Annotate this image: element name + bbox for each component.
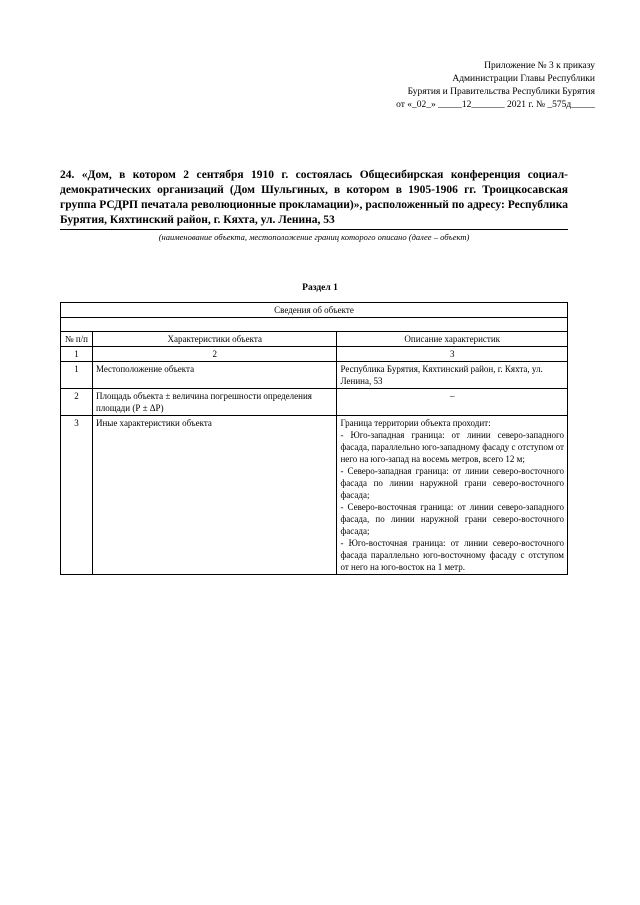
boundary-item: - Юго-западная граница: от линии северо-западного фасада, параллельно юго-западному фасаду с отступом от него на юго-запад на восемь метров, всего 12 м; xyxy=(340,430,564,464)
column-number: 2 xyxy=(92,347,337,362)
row-characteristic: Площадь объекта ± величина погрешности определения площади (Р ± ΔР) xyxy=(92,389,337,416)
header-line: Бурятия и Правительства Республики Бурятия xyxy=(407,87,595,97)
object-caption: (наименование объекта, местоположение границ которого описано (далее – объект) xyxy=(158,232,470,242)
boundary-item: - Юго-восточная граница: от линии северо-восточного фасада параллельно юго-восточному фасаду с отступом от него на юго-восток на 1 метр. xyxy=(340,538,564,572)
row-number: 3 xyxy=(61,416,93,575)
row-description xyxy=(337,416,568,575)
object-info-table xyxy=(60,302,568,575)
table-caption: Сведения об объекте xyxy=(61,303,568,318)
row-description: – xyxy=(337,389,568,416)
header-cell-number: № п/п xyxy=(61,332,93,347)
row-description: Республика Бурятия, Кяхтинский район, г. Кяхта, ул. Ленина, 53 xyxy=(337,362,568,389)
table-row xyxy=(61,416,568,575)
boundary-item: - Северо-восточная граница: от линии северо-западного фасада, по линии наружной грани северо-восточного фасада; xyxy=(340,502,564,536)
header-line: от «_02_» _____12_______ 2021 г. № _575д_____ xyxy=(396,100,595,110)
spacer-cell xyxy=(61,318,568,332)
table-row xyxy=(61,389,568,416)
row-number: 1 xyxy=(61,362,93,389)
header-cell-description: Описание характеристик xyxy=(337,332,568,347)
header-cell-characteristic: Характеристики объекта xyxy=(92,332,337,347)
column-number: 3 xyxy=(337,347,568,362)
table-header-row xyxy=(61,332,568,347)
column-number: 1 xyxy=(61,347,93,362)
section-title: Раздел 1 xyxy=(302,283,338,293)
boundary-item: - Северо-западная граница: от линии северо-восточного фасада по линии наружной грани северо-восточного фасада; xyxy=(340,466,564,500)
object-title-block xyxy=(60,168,568,242)
row-characteristic: Местоположение объекта xyxy=(92,362,337,389)
boundary-intro: Граница территории объекта проходит: xyxy=(340,418,491,428)
appendix-header xyxy=(295,60,595,112)
header-line: Администрации Главы Республики xyxy=(452,74,595,84)
header-line: Приложение № 3 к приказу xyxy=(484,61,595,71)
table-spacer-row xyxy=(61,318,568,332)
row-characteristic: Иные характеристики объекта xyxy=(92,416,337,575)
row-number: 2 xyxy=(61,389,93,416)
table-column-number-row xyxy=(61,347,568,362)
table-row xyxy=(61,362,568,389)
object-title: 24. «Дом, в котором 2 сентября 1910 г. состоялась Общесибирская конференция социал-демократических организаций (Дом Шульгиных, в котором в 1905-1906 гг. Троицкосавская группа РСДРП печатала революционные прокламации)», расположенный по адресу: Республика Бурятия, Кяхтинский район, г. Кяхта, ул. Ленина, 53 xyxy=(60,168,568,230)
